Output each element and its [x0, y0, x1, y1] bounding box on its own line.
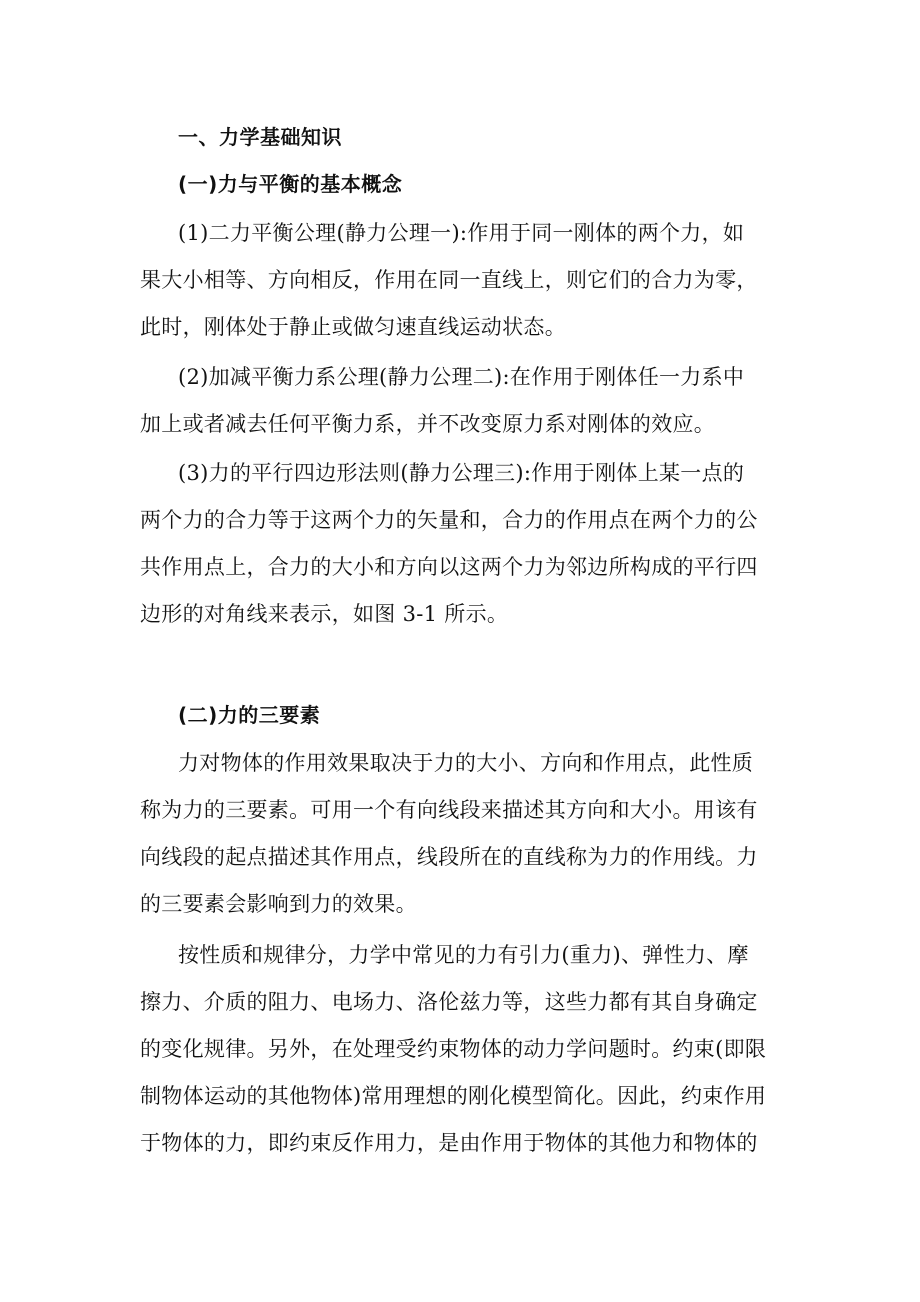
text-line: 制物体运动的其他物体)常用理想的刚化模型简化。因此，约束作用 — [140, 1084, 767, 1108]
text-line: 于物体的力，即约束反作用力，是由作用于物体的其他力和物体的 — [140, 1131, 758, 1155]
text-line: 称为力的三要素。可用一个有向线段来描述其方向和大小。用该有 — [140, 798, 758, 822]
text-line: 果大小相等、方向相反，作用在同一直线上，则它们的合力为零， — [140, 268, 758, 292]
heading-force-and-equilibrium: (一)力与平衡的基本概念 — [178, 172, 403, 196]
text-line: 此时，刚体处于静止或做匀速直线运动状态。 — [140, 315, 566, 339]
text-line: 两个力的合力等于这两个力的矢量和，合力的作用点在两个力的公 — [140, 508, 758, 532]
text-line: (1)二力平衡公理(静力公理一):作用于同一刚体的两个力，如 — [178, 221, 745, 245]
text-line: 边形的对角线来表示，如图 3-1 所示。 — [140, 602, 509, 626]
text-line: 的变化规律。另外，在处理受约束物体的动力学问题时。约束(即限 — [140, 1037, 767, 1061]
text-line: (2)加减平衡力系公理(静力公理二):在作用于刚体任一力系中 — [178, 365, 745, 389]
text-line: 向线段的起点描述其作用点，线段所在的直线称为力的作用线。力 — [140, 845, 758, 869]
text-line: 的三要素会影响到力的效果。 — [140, 892, 417, 916]
text-line: 共作用点上，合力的大小和方向以这两个力为邻边所构成的平行四 — [140, 555, 758, 579]
text-line: 按性质和规律分，力学中常见的力有引力(重力)、弹性力、摩 — [178, 943, 749, 967]
text-line: 加上或者减去任何平衡力系，并不改变原力系对刚体的效应。 — [140, 412, 716, 436]
text-line: 擦力、介质的阻力、电场力、洛伦兹力等，这些力都有其自身确定 — [140, 990, 758, 1014]
heading-mechanics-basics: 一、力学基础知识 — [178, 125, 342, 149]
text-line: 力对物体的作用效果取决于力的大小、方向和作用点，此性质 — [178, 751, 754, 775]
text-line: (3)力的平行四边形法则(静力公理三):作用于刚体上某一点的 — [178, 461, 745, 485]
heading-three-elements-of-force: (二)力的三要素 — [178, 703, 321, 727]
